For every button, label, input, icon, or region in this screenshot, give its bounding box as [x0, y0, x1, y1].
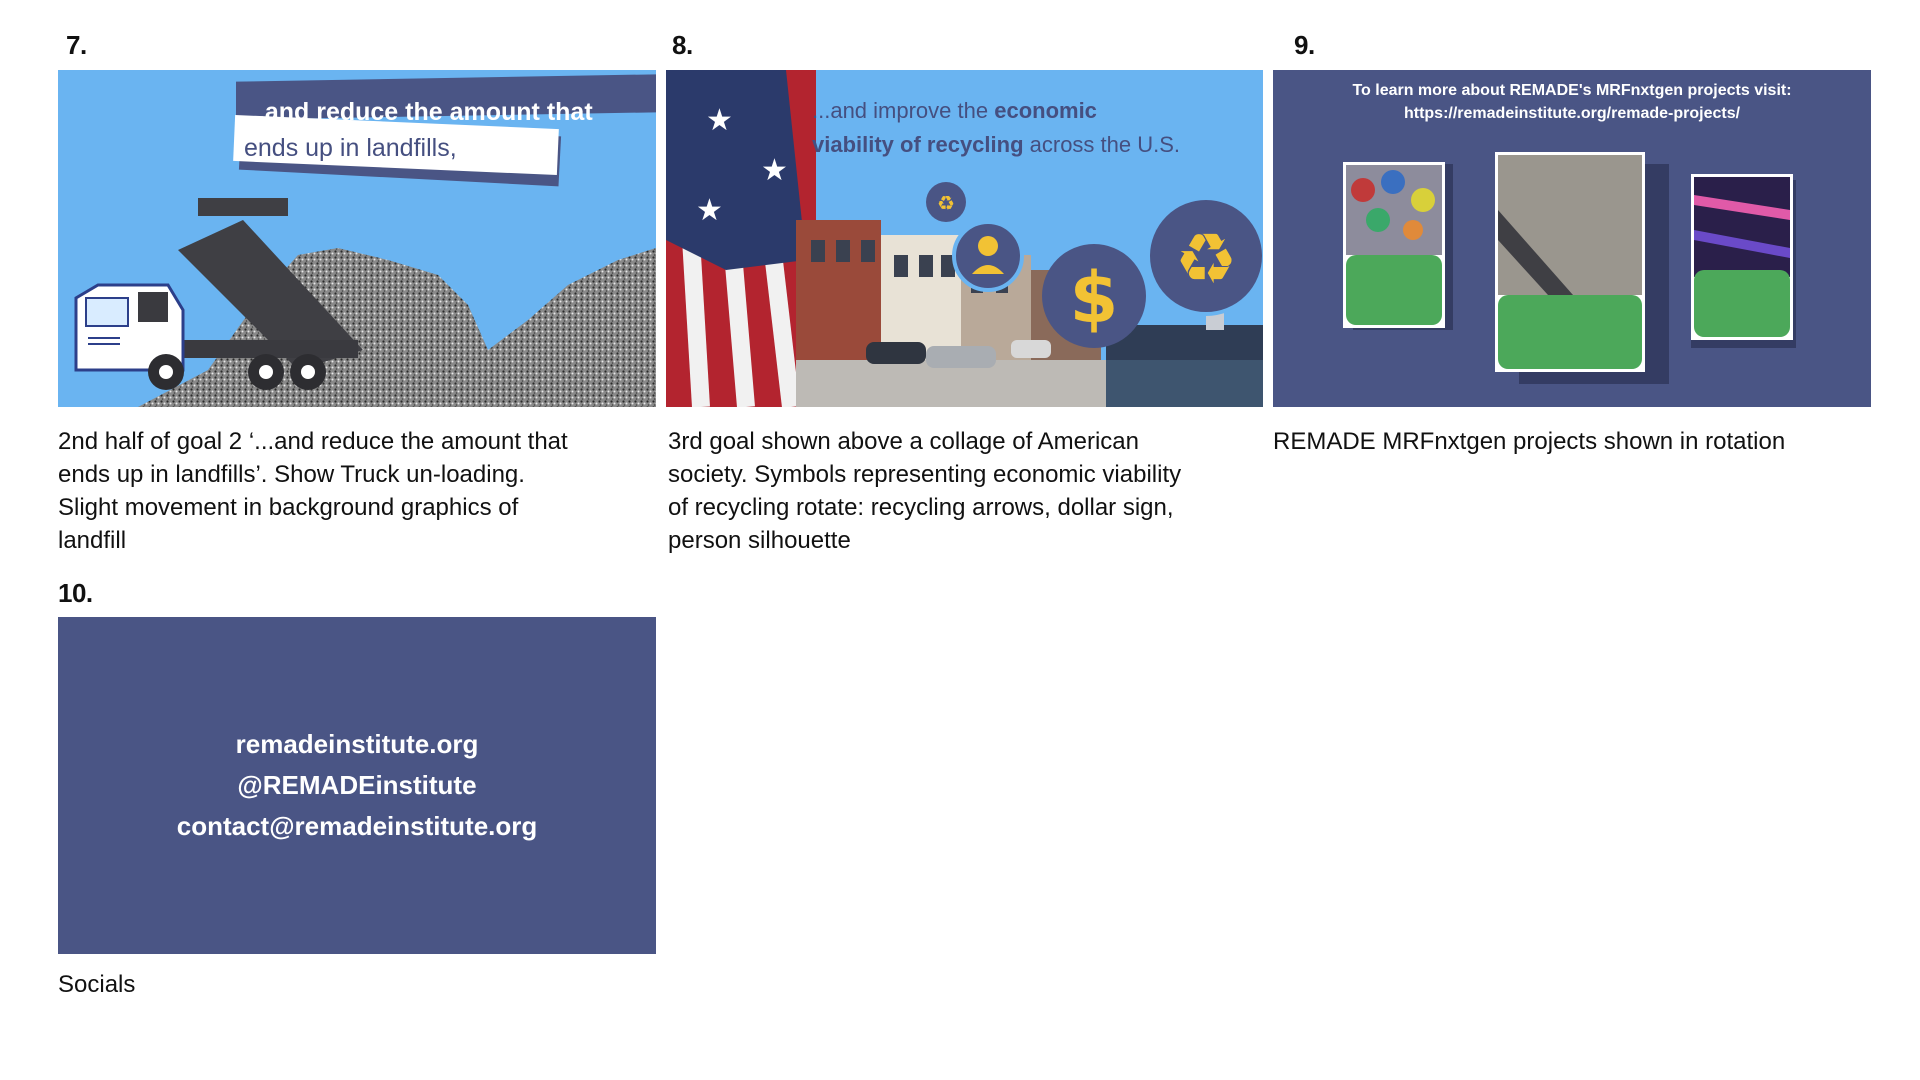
panel-number-7: 7.: [66, 30, 87, 60]
svg-text:♻: ♻: [1174, 218, 1238, 300]
caption-panel-10: [58, 968, 658, 1001]
caption-line: Socials: [58, 971, 136, 998]
banner-line-1: ...and reduce the amount that: [244, 98, 593, 126]
svg-text:★: ★: [706, 103, 733, 138]
banner-line-2: ends up in landfills,: [244, 134, 457, 162]
panel-10-socials: [58, 617, 656, 954]
svg-text:$: $: [1069, 257, 1119, 339]
car: [866, 342, 926, 364]
car: [1011, 340, 1051, 358]
panel-number-10: 10.: [58, 578, 93, 608]
social-email: contact@remadeinstitute.org: [176, 811, 538, 841]
goal-text: ...and improve the: [812, 98, 995, 123]
caption-line: 2nd half of goal 2 ‘...and reduce the amount that: [58, 428, 568, 455]
caption-panel-8: [668, 425, 1278, 557]
goal-text-line-1: [812, 98, 1097, 124]
caption-line: person silhouette: [668, 527, 851, 554]
caption-line: ends up in landfills’. Show Truck un-loading.: [58, 461, 525, 488]
caption-line: 3rd goal shown above a collage of American: [668, 428, 1139, 455]
projects-title: To learn more about REMADE's MRFnxtgen projects visit:: [1352, 82, 1792, 99]
panel-number-8: 8.: [672, 30, 693, 60]
panel-number-9: 9.: [1294, 30, 1315, 60]
panel-7-landfill-illustration: [58, 70, 656, 407]
goal-text-line-2: [812, 132, 1180, 158]
caption-line: Slight movement in background graphics of: [58, 494, 519, 521]
caption-panel-7: [58, 425, 668, 557]
car: [926, 346, 996, 368]
caption-panel-9: [1273, 425, 1893, 458]
caption-line: landfill: [58, 527, 127, 554]
panel-8-american-collage: [666, 70, 1263, 407]
panel-9-projects: [1273, 70, 1871, 407]
goal-text-bold: economic: [994, 98, 1097, 123]
social-handle: @REMADEinstitute: [237, 770, 477, 800]
projects-url: https://remadeinstitute.org/remade-projects/: [1403, 105, 1741, 122]
caption-line: society. Symbols representing economic viability: [668, 461, 1182, 488]
caption-line: of recycling rotate: recycling arrows, dollar sign,: [668, 494, 1174, 521]
goal-text-bold: viability of recycling: [812, 132, 1024, 157]
social-website: remadeinstitute.org: [235, 729, 479, 759]
svg-text:♻: ♻: [937, 191, 955, 215]
project-thumbnails: [1273, 70, 1871, 407]
svg-text:★: ★: [696, 193, 723, 228]
caption-line: REMADE MRFnxtgen projects shown in rotation: [1273, 428, 1786, 455]
goal-text: across the U.S.: [1023, 132, 1181, 157]
svg-text:★: ★: [761, 153, 788, 188]
